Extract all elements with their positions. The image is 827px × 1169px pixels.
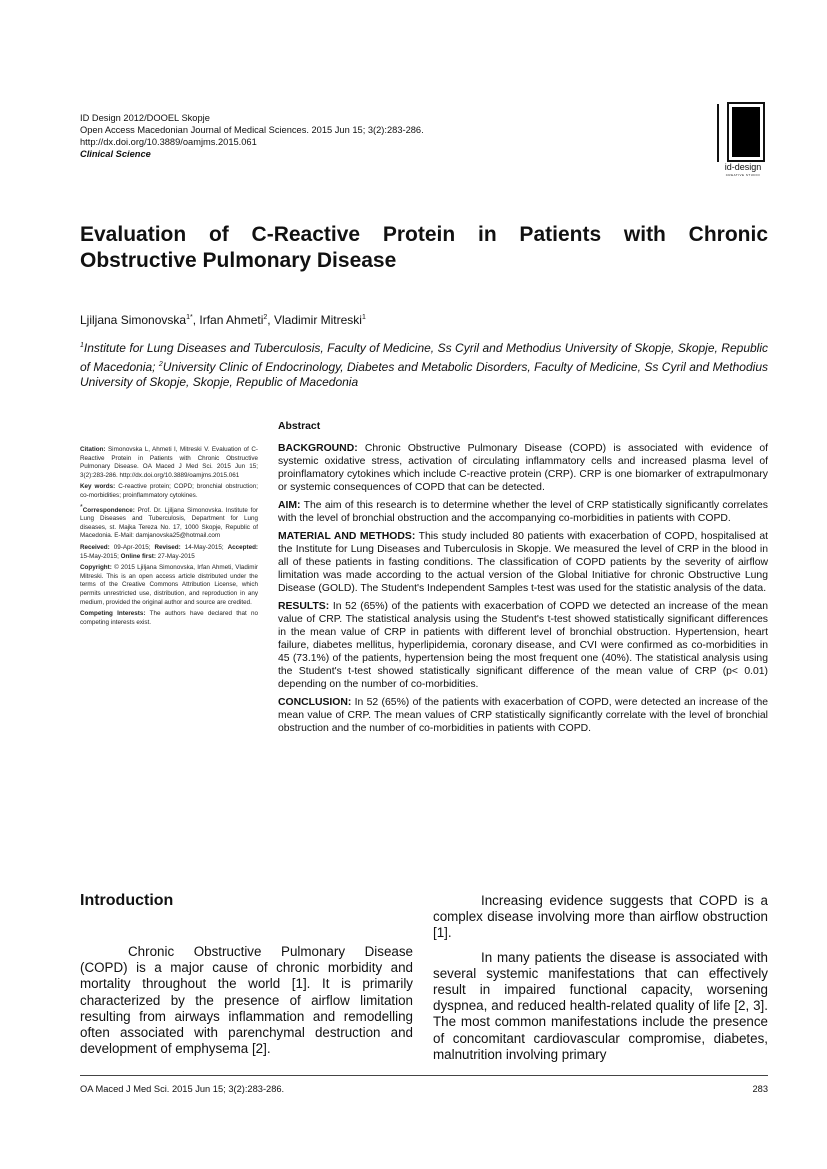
logo-tagline: CREATIVE STUDIO — [725, 173, 761, 177]
page-number: 283 — [752, 1084, 768, 1094]
dates: Received: 09-Apr-2015; Revised: 14-May-2015; Accepted: 15-May-2015; Online first: 27-May-2015 — [80, 544, 259, 560]
footer-citation: OA Maced J Med Sci. 2015 Jun 15; 3(2):283-286. — [80, 1084, 285, 1094]
abstract-methods: MATERIAL AND METHODS: This study included 80 patients with exacerbation of COPD, hospitalised at the Institute for Lung Diseases and Tuberculosis in Skopje. We measured the level of CRP in the blood in all of these patients in fasting conditions. The classification of COPD patients by the severity of airflow limitation was made according to the actual version of the Global Initiative for chronic Obstructive Lung Disease (GOLD). The Student's Independent Samples t-test was used for the statistic analysis of the data. — [278, 531, 768, 594]
citation-info: Citation: Simonovska L, Ahmeti I, Mitreski V. Evaluation of C-Reactive Protein in Patients with Chronic Obstructive Pulmonary Disease. OA Maced J Med Sci. 2015 Jun 15; 3(2):283-286. http://dx.doi.org/10.3889/oamjms.2015.061 — [80, 446, 258, 479]
article-info-sidebar — [80, 446, 258, 630]
abstract-conclusion: CONCLUSION: In 52 (65%) of the patients with exacerbation of COPD, were detected an increase of the mean value of CRP. The mean values of CRP statistically significantly correlate with the level of bronchial obstruction and the number of co-morbidities in patients with COPD. — [278, 697, 768, 735]
author: Ljiljana Simonovska — [80, 313, 187, 327]
competing-interests: Competing Interests: The authors have declared that no competing interests exist. — [80, 610, 258, 626]
paragraph: In many patients the disease is associated with several systemic manifestations that can effectively result in impaired functional capacity, worsening dyspnea, and reduced health-related quality of life [2, 3]. The most common manifestations include the presence of concomitant cardiovascular compromise, diabetes, malnutrition involving primary — [433, 949, 768, 1062]
paragraph: Chronic Obstructive Pulmonary Disease (COPD) is a major cause of chronic morbidity and mortality throughout the world [1]. It is primarily characterized by the presence of airflow limitation resulting from airways inflammation and remodelling often associated with parenchymal destruction and development of emphysema [2]. — [80, 944, 413, 1057]
author: Irfan Ahmeti — [199, 313, 264, 327]
footer-divider — [80, 1075, 768, 1076]
introduction-heading: Introduction — [80, 892, 174, 909]
abstract-background: BACKGROUND: Chronic Obstructive Pulmonary Disease (COPD) is associated with evidence of systemic oxidative stress, activation of circulating inflammatory cells and increased plasma level of proinflamatory cytokines which include C-reactive protein (CRP). CRP is one biomarker of extrapulmonary or systemic consequences of COPD that can be detected. — [278, 442, 768, 493]
intro-right-column — [433, 893, 768, 1063]
id-design-logo — [717, 100, 767, 176]
affiliations: $^1$Institute for Lung Diseases and Tuberculosis, Faculty of Medicine, Ss Cyril and Methodius University of Skopje, Skopje, Republic of Macedonia; $^2$University Clinic of Endocrinology, Diabetes and Metabolic Disorders, Faculty of Medicine, Ss Cyril and Methodius University of Skopje, Skopje, Republic of Macedonia — [80, 341, 768, 389]
abstract-heading: Abstract — [278, 421, 321, 432]
journal-citation: Open Access Macedonian Journal of Medical Sciences. 2015 Jun 15; 3(2):283-286. — [80, 125, 424, 135]
intro-left-column — [80, 944, 413, 1057]
section-label: Clinical Science — [80, 149, 151, 159]
doi-link[interactable]: http://dx.doi.org/10.3889/oamjms.2015.061 — [80, 137, 257, 147]
paper-title: Evaluation of C-Reactive Protein in Patients with Chronic Obstructive Pulmonary Disease — [80, 223, 768, 272]
copyright: Copyright: © 2015 Ljiljana Simonovska, Irfan Ahmeti, Vladimir Mitreski. This is an open access article distributed under the terms of the Creative Commons Attribution License, which permits unrestricted use, distribution, and reproduction in any medium, provided the original author and source are credited. — [80, 564, 259, 606]
correspondence: *Correspondence: Prof. Dr. Ljiljana Simonovska. Institute for Lung Diseases and Tuberculosis, Department for Lung diseases, st. Majka Tereza No. 17, 1000 Skopje, Republic of Macedonia. E-Mail: damjanovska25@hotmail.com — [80, 503, 258, 540]
abstract-results: RESULTS: In 52 (65%) of the patients with exacerbation of COPD we detected an increase of the mean value of CRP. The statistical analysis using the Student's t-test showed statistically significant differences in the mean value of CRP in patients with different level of bronchial obstruction. Hypertension, heart failure, diabetes mellitus, hyperlipidemia, coronary disease, and CVI were confirmed as co-morbidities in 45 (73.1%) of the patients, hypertension being the most frequent one (40%). The statistical analysis using the Student's t-test showed statistically significant difference of the mean value of CRP (p< 0.01) depending on the number of co-morbidities. — [278, 601, 768, 690]
keywords: Key words: C-reactive protein; COPD; bronchial obstruction; co-morbidities; proinflammatory cytokines. — [80, 483, 258, 499]
publisher: ID Design 2012/DOOEL Skopje — [80, 113, 210, 123]
paragraph: Increasing evidence suggests that COPD is a complex disease involving more than airflow obstruction [1]. — [433, 893, 768, 941]
abstract-aim: AIM: The aim of this research is to determine whether the level of CRP statistically significantly correlates with the level of bronchial obstruction and the accompanying co-morbidities in patients with COPD. — [278, 500, 768, 524]
logo-name: id-design — [724, 162, 762, 172]
abstract — [278, 421, 768, 741]
author: Vladimir Mitreski — [273, 313, 362, 327]
author-list: Ljiljana Simonovska$^{1*}$, Irfan Ahmeti$^2$, Vladimir Mitreski$^1$ — [80, 313, 366, 327]
journal-header — [80, 112, 424, 160]
